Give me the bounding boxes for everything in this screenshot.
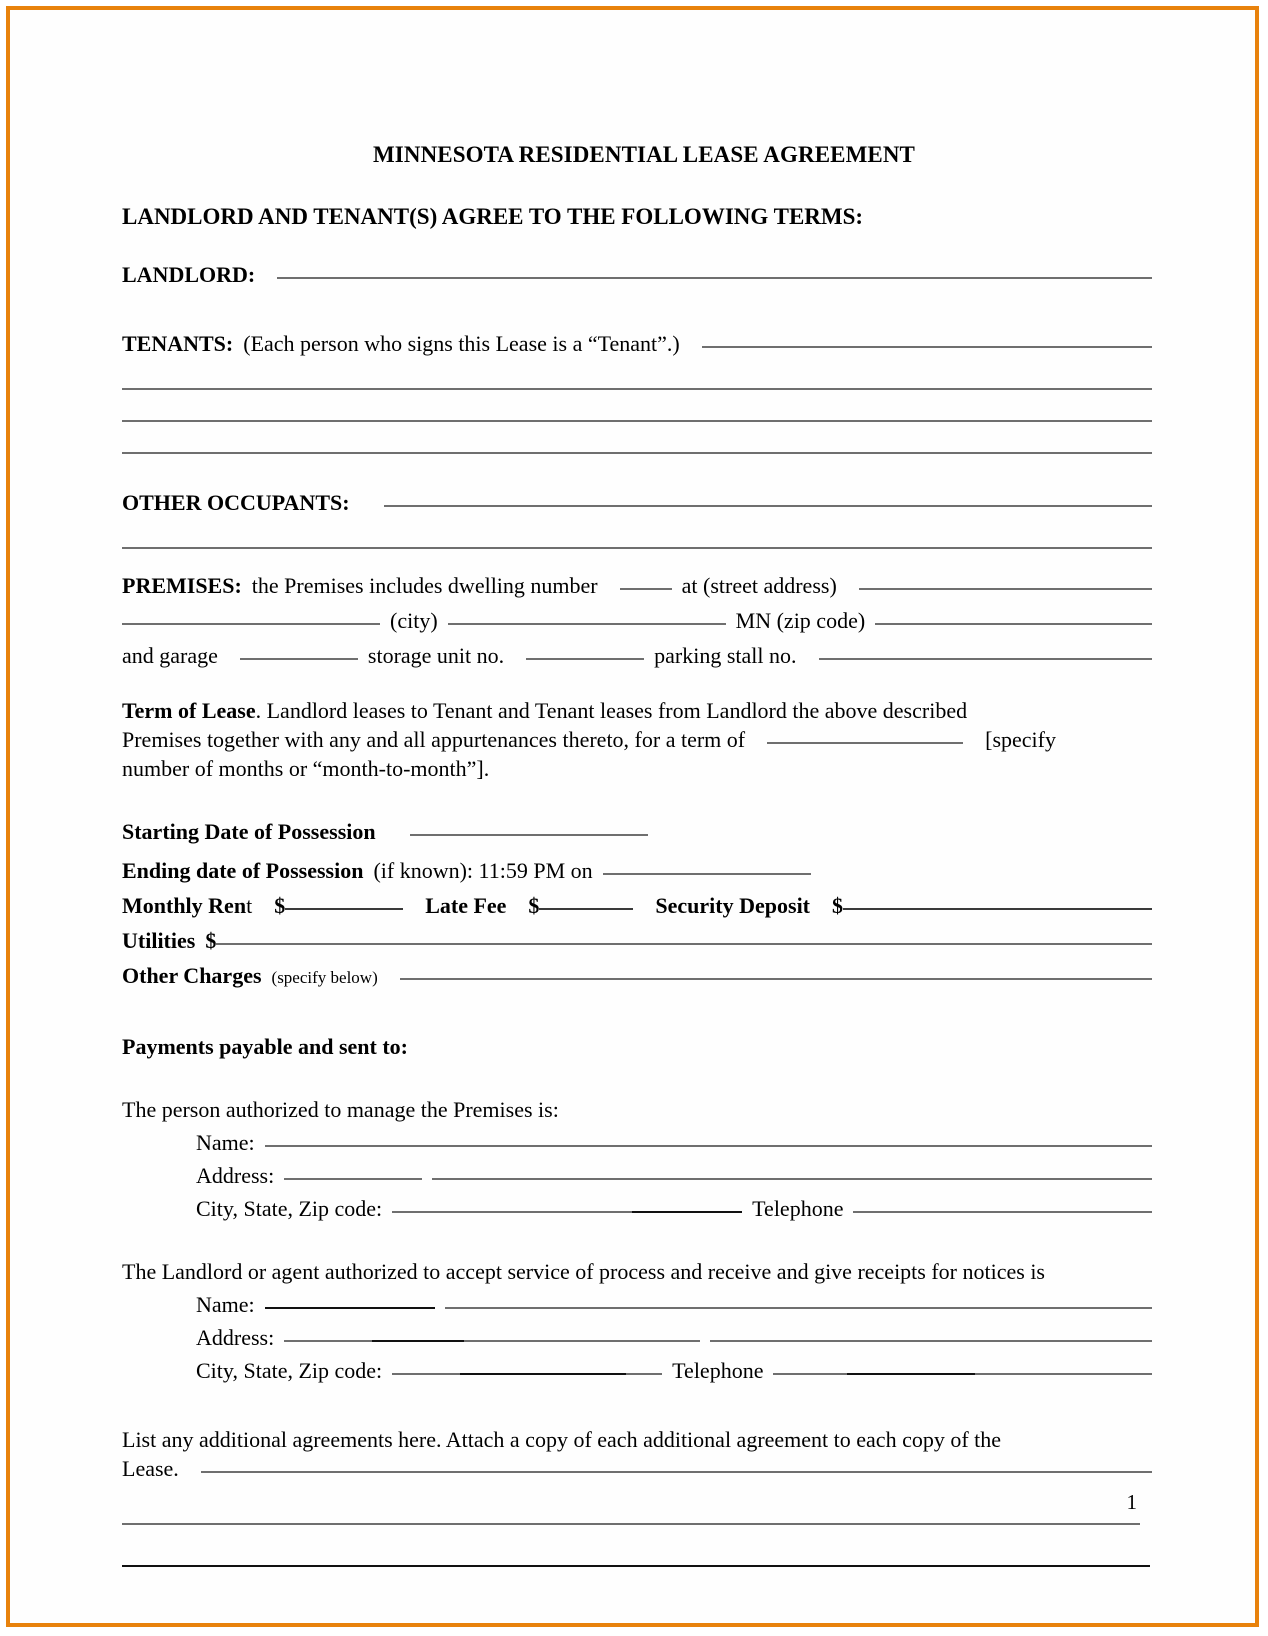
spacer xyxy=(122,1525,1152,1565)
manager-name-row xyxy=(122,1128,1152,1157)
monthly-rent-label: Monthly Ren xyxy=(122,893,247,918)
premises-row-2 xyxy=(122,606,1152,635)
agent-telephone-label: Telephone xyxy=(672,1358,764,1383)
state-zip-label: MN (zip code) xyxy=(735,608,866,633)
additional-agreements-input-1[interactable] xyxy=(201,1471,1152,1473)
garage-label: and garage xyxy=(122,643,218,668)
document-content xyxy=(122,142,1152,1567)
spacer xyxy=(122,422,1152,452)
document-sheet xyxy=(10,10,1255,1623)
dollar-sign-late-fee: $ xyxy=(528,893,540,918)
manager-telephone-label: Telephone xyxy=(752,1196,844,1221)
manager-telephone-input[interactable] xyxy=(853,1211,1152,1213)
starting-date-input[interactable] xyxy=(410,834,648,836)
landlord-label: LANDLORD: xyxy=(122,262,256,287)
agent-name-row xyxy=(122,1290,1152,1319)
manager-address-row xyxy=(122,1161,1152,1190)
agent-address-input-2[interactable] xyxy=(372,1340,464,1342)
payments-heading-row xyxy=(122,1032,1152,1061)
landlord-input-line[interactable] xyxy=(277,277,1152,279)
agent-address-input-4[interactable] xyxy=(710,1340,1152,1342)
spacer xyxy=(122,846,1152,856)
agent-citystatezip-input-a[interactable] xyxy=(392,1373,460,1375)
security-deposit-input[interactable] xyxy=(843,908,1152,910)
agent-address-label: Address: xyxy=(196,1325,275,1350)
spacer xyxy=(122,783,1152,817)
other-charges-input[interactable] xyxy=(400,978,1152,980)
agent-address-input-3[interactable] xyxy=(464,1340,700,1342)
spacer xyxy=(122,1223,1152,1257)
other-charges-row xyxy=(122,961,1152,992)
monthly-rent-row xyxy=(122,891,1152,920)
page-border xyxy=(6,6,1259,1627)
storage-unit-label: storage unit no. xyxy=(367,643,505,668)
manager-citystatezip-label: City, State, Zip code: xyxy=(196,1196,383,1221)
tenants-input-line-1[interactable] xyxy=(702,346,1152,348)
premises-row-3 xyxy=(122,641,1152,670)
manager-citystatezip-input-b[interactable] xyxy=(632,1211,742,1213)
page-number: 1 xyxy=(1126,1490,1137,1514)
dollar-sign-utilities: $ xyxy=(205,928,217,953)
spacer xyxy=(122,992,1152,1032)
street-address-label: at (street address) xyxy=(681,573,837,598)
ending-date-row xyxy=(122,856,1152,885)
spacer xyxy=(122,549,1152,571)
dwelling-number-input[interactable] xyxy=(620,588,672,590)
additional-agreements-row-2 xyxy=(122,1454,1152,1483)
additional-agreements-line-1: List any additional agreements here. Attach a copy of each additional agreement to each copy of the xyxy=(122,1427,1002,1452)
dollar-sign-security: $ xyxy=(832,893,844,918)
late-fee-input[interactable] xyxy=(539,908,633,910)
payments-heading: Payments payable and sent to: xyxy=(122,1034,409,1059)
utilities-input[interactable] xyxy=(216,943,1152,945)
city-label: (city) xyxy=(390,608,438,633)
zip-code-input[interactable] xyxy=(875,623,1152,625)
utilities-row xyxy=(122,926,1152,955)
utilities-label: Utilities xyxy=(122,928,196,953)
manager-citystatezip-input-a[interactable] xyxy=(392,1211,632,1213)
spacer xyxy=(122,1385,1152,1425)
monthly-rent-label-tail: t xyxy=(246,893,253,918)
agent-citystatezip-label: City, State, Zip code: xyxy=(196,1358,383,1383)
spacer xyxy=(122,390,1152,420)
late-fee-label: Late Fee xyxy=(425,893,507,918)
premises-row-1 xyxy=(122,571,1152,600)
term-of-lease-sentence-2: Premises together with any and all appurtenances thereto, for a term of xyxy=(122,727,746,752)
other-occupants-row xyxy=(122,488,1152,517)
other-charges-note: (specify below) xyxy=(271,968,378,987)
city-input[interactable] xyxy=(448,623,726,625)
street-address-input-cont[interactable] xyxy=(122,623,380,625)
starting-date-row xyxy=(122,817,1152,846)
agent-citystatezip-input-b[interactable] xyxy=(460,1373,626,1375)
term-of-lease-row-1 xyxy=(122,696,1152,725)
ending-date-note: (if known): 11:59 PM on xyxy=(373,858,593,883)
street-address-input[interactable] xyxy=(859,588,1152,590)
agent-telephone-input-b[interactable] xyxy=(847,1373,975,1375)
agent-intro-text: The Landlord or agent authorized to accept service of process and receive and give receipts for notices is xyxy=(122,1259,1045,1284)
additional-agreements-line-2: Lease. xyxy=(122,1456,179,1481)
spacer xyxy=(122,1061,1152,1095)
term-of-lease-row-2 xyxy=(122,725,1152,754)
parking-stall-input[interactable] xyxy=(819,658,1152,660)
landlord-row xyxy=(122,260,1152,289)
agent-telephone-input-a[interactable] xyxy=(773,1373,847,1375)
dollar-sign-rent: $ xyxy=(274,893,286,918)
agent-citystatezip-input-c[interactable] xyxy=(626,1373,662,1375)
spacer xyxy=(122,289,1152,329)
term-of-lease-label: Term of Lease xyxy=(122,698,256,723)
agent-name-input-1[interactable] xyxy=(265,1307,435,1309)
agent-address-row xyxy=(122,1323,1152,1352)
term-of-lease-sentence-4: number of months or “month-to-month”]. xyxy=(122,756,490,781)
spacer xyxy=(122,670,1152,696)
manager-address-label: Address: xyxy=(196,1163,275,1188)
page-title: MINNESOTA RESIDENTIAL LEASE AGREEMENT xyxy=(373,142,915,167)
agent-name-label: Name: xyxy=(196,1292,255,1317)
ending-date-input[interactable] xyxy=(603,873,811,875)
additional-agreements-row-1 xyxy=(122,1425,1152,1454)
starting-date-label: Starting Date of Possession xyxy=(122,819,376,844)
manager-name-label: Name: xyxy=(196,1130,255,1155)
term-of-lease-sentence-1: . Landlord leases to Tenant and Tenant leases from Landlord the above described xyxy=(255,698,968,723)
manager-name-input[interactable] xyxy=(265,1145,1152,1147)
spacer xyxy=(122,1483,1152,1523)
tenants-label: TENANTS: xyxy=(122,331,234,356)
storage-unit-input[interactable] xyxy=(526,658,644,660)
agent-citystatezip-row xyxy=(122,1356,1152,1385)
agreement-intro-heading: LANDLORD AND TENANT(S) AGREE TO THE FOLLOWING TERMS: xyxy=(122,204,864,229)
security-deposit-label: Security Deposit xyxy=(655,893,811,918)
spacer xyxy=(122,358,1152,388)
garage-input[interactable] xyxy=(240,658,358,660)
other-occupants-input-line-1[interactable] xyxy=(384,505,1152,507)
other-occupants-label: OTHER OCCUPANTS: xyxy=(122,490,350,515)
ending-date-label: Ending date of Possession xyxy=(122,858,364,883)
agent-address-input-1[interactable] xyxy=(284,1340,372,1342)
spacer xyxy=(122,454,1152,488)
parking-stall-label: parking stall no. xyxy=(654,643,797,668)
additional-agreements-input-3[interactable] xyxy=(122,1565,1150,1567)
term-length-input[interactable] xyxy=(767,742,963,744)
tenants-note: (Each person who signs this Lease is a “Tenant”.) xyxy=(243,331,680,356)
monthly-rent-input[interactable] xyxy=(285,908,403,910)
manager-citystatezip-row xyxy=(122,1194,1152,1223)
term-of-lease-row-3 xyxy=(122,754,1152,783)
manager-intro-row xyxy=(122,1095,1152,1124)
other-charges-label: Other Charges xyxy=(122,963,262,988)
agent-intro-row xyxy=(122,1257,1152,1286)
term-of-lease-sentence-3: [specify xyxy=(985,727,1056,752)
premises-lead-text: the Premises includes dwelling number xyxy=(251,573,598,598)
spacer xyxy=(122,517,1152,547)
tenants-row xyxy=(122,329,1152,358)
manager-address-input-2[interactable] xyxy=(432,1178,1152,1180)
manager-address-input-1[interactable] xyxy=(284,1178,422,1180)
manager-intro-text: The person authorized to manage the Premises is: xyxy=(122,1097,559,1122)
premises-label: PREMISES: xyxy=(122,573,242,598)
agent-name-input-2[interactable] xyxy=(445,1307,1152,1309)
agent-telephone-input-c[interactable] xyxy=(975,1373,1152,1375)
